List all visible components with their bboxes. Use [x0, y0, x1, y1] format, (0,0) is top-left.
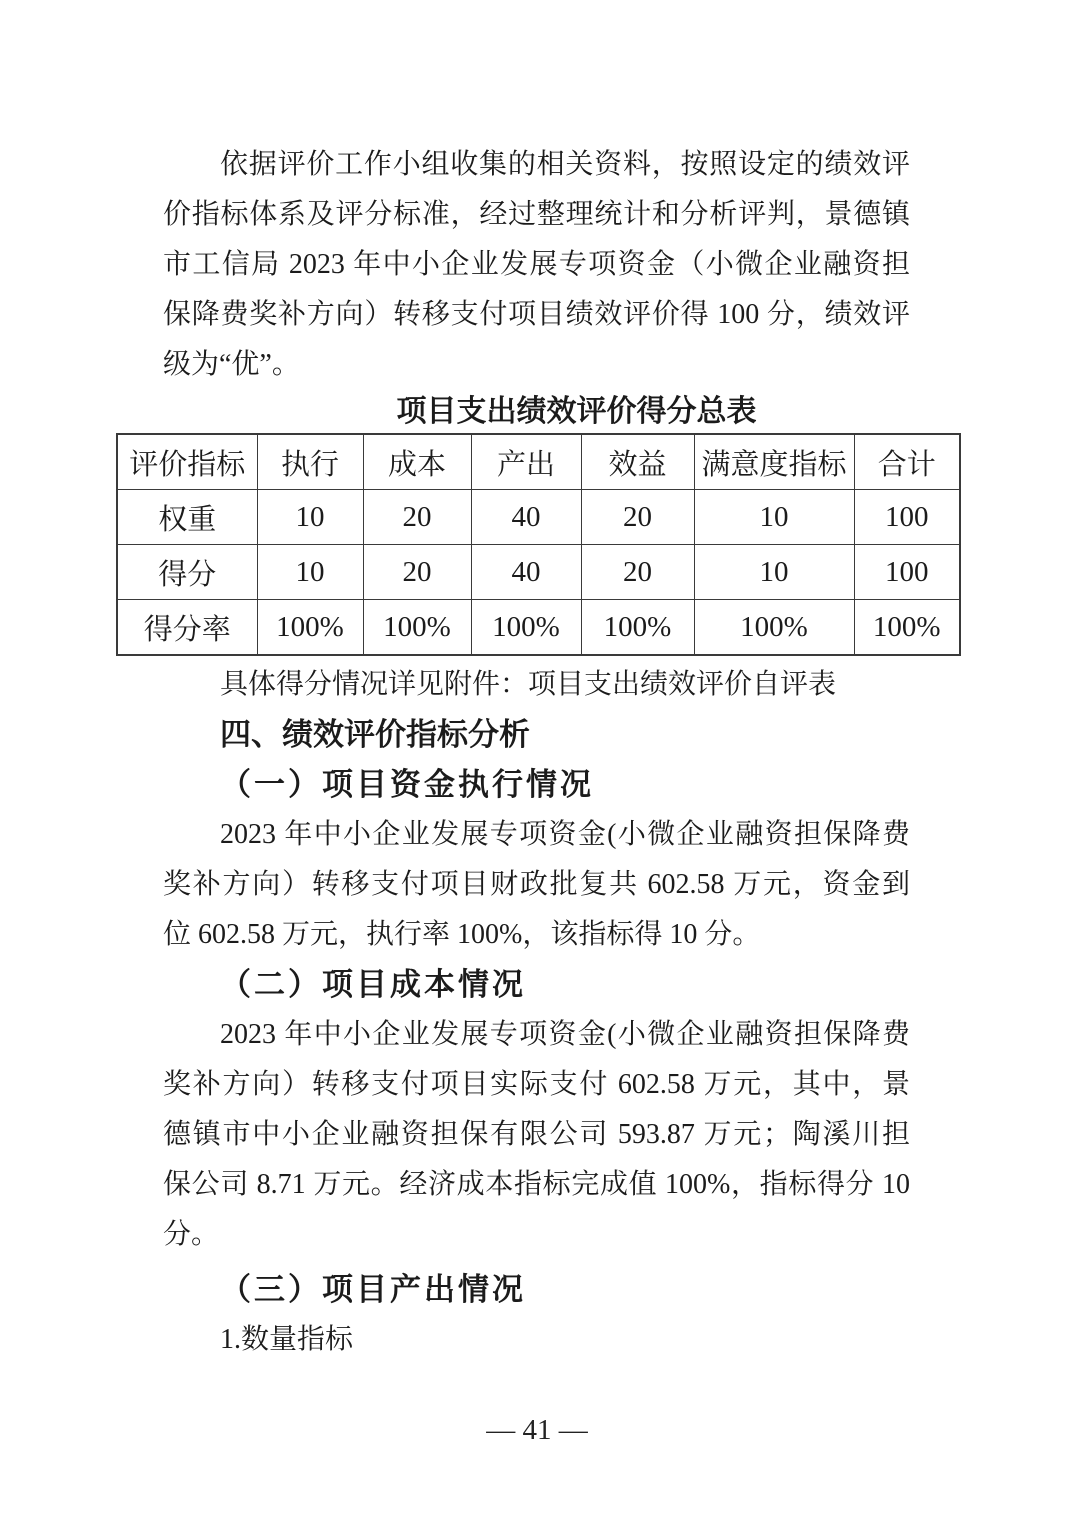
text-line: 奖补方向）转移支付项目实际支付 602.58 万元，其中，景 [163, 1069, 910, 1100]
paragraph-fund-execution [163, 810, 910, 960]
table-header-cell: 成本 [363, 434, 471, 490]
table-cell: 100% [694, 600, 854, 656]
attachment-note-line: 具体得分情况详见附件：项目支出绩效评价自评表 [220, 669, 837, 700]
table-cell: 100 [854, 490, 960, 545]
table-header-cell: 产出 [471, 434, 581, 490]
text-line: 奖补方向）转移支付项目财政批复共 602.58 万元，资金到 [163, 869, 910, 900]
text-line: 市工信局 2023 年中小企业发展专项资金（小微企业融资担 [163, 249, 910, 280]
table-header-cell: 执行 [257, 434, 363, 490]
score-summary-table [116, 433, 961, 656]
table-row [117, 600, 960, 656]
table-header-cell: 合计 [854, 434, 960, 490]
table-row [117, 545, 960, 600]
text-line: 价指标体系及评分标准，经过整理统计和分析评判，景德镇 [163, 199, 910, 230]
text-line: 分。 [163, 1219, 220, 1250]
table-cell: 100% [471, 600, 581, 656]
table-cell: 10 [694, 490, 854, 545]
table-cell: 100% [581, 600, 694, 656]
table-header-cell: 效益 [581, 434, 694, 490]
text-line: 保公司 8.71 万元。经济成本指标完成值 100%，指标得分 10 [163, 1169, 910, 1200]
text-line: 依据评价工作小组收集的相关资料，按照设定的绩效评 [220, 149, 910, 180]
quantity-indicator-line: 1.数量指标 [220, 1324, 354, 1355]
table-cell: 100 [854, 545, 960, 600]
table-cell: 100% [854, 600, 960, 656]
table-header-cell: 评价指标 [117, 434, 257, 490]
text-line: 位 602.58 万元，执行率 100%，该指标得 10 分。 [163, 919, 761, 950]
text-line: 2023 年中小企业发展专项资金(小微企业融资担保降费 [220, 1019, 910, 1050]
section-heading-4: 四、绩效评价指标分析 [220, 717, 530, 752]
text-line: 德镇市中小企业融资担保有限公司 593.87 万元；陶溪川担 [163, 1119, 910, 1150]
table-cell: 100% [257, 600, 363, 656]
table-cell: 20 [363, 490, 471, 545]
text-line: 2023 年中小企业发展专项资金(小微企业融资担保降费 [220, 819, 910, 850]
text-line: 级为“优”。 [163, 349, 300, 380]
table-body [117, 490, 960, 656]
table-cell: 40 [471, 490, 581, 545]
table-cell: 20 [581, 545, 694, 600]
table-cell: 20 [581, 490, 694, 545]
table-title: 项目支出绩效评价得分总表 [396, 395, 757, 428]
paragraph-project-cost [163, 1010, 910, 1260]
row-header-cell: 得分率 [117, 600, 257, 656]
table-header-row [117, 434, 960, 490]
table-cell: 40 [471, 545, 581, 600]
paragraph-evaluation-summary [163, 140, 910, 390]
table-cell: 10 [257, 490, 363, 545]
table-cell: 100% [363, 600, 471, 656]
table-cell: 10 [257, 545, 363, 600]
row-header-cell: 得分 [117, 545, 257, 600]
table-cell: 20 [363, 545, 471, 600]
table-cell: 10 [694, 545, 854, 600]
row-header-cell: 权重 [117, 490, 257, 545]
document-content [129, 140, 941, 1365]
table-row [117, 490, 960, 545]
subsection-heading-3: （三）项目产出情况 [220, 1272, 526, 1307]
subsection-heading-2: （二）项目成本情况 [220, 967, 526, 1002]
page-number: — 41 — [486, 1414, 588, 1446]
text-line: 保降费奖补方向）转移支付项目绩效评价得 100 分，绩效评 [163, 299, 910, 330]
table-header-cell: 满意度指标 [694, 434, 854, 490]
subsection-heading-1: （一）项目资金执行情况 [220, 767, 594, 802]
